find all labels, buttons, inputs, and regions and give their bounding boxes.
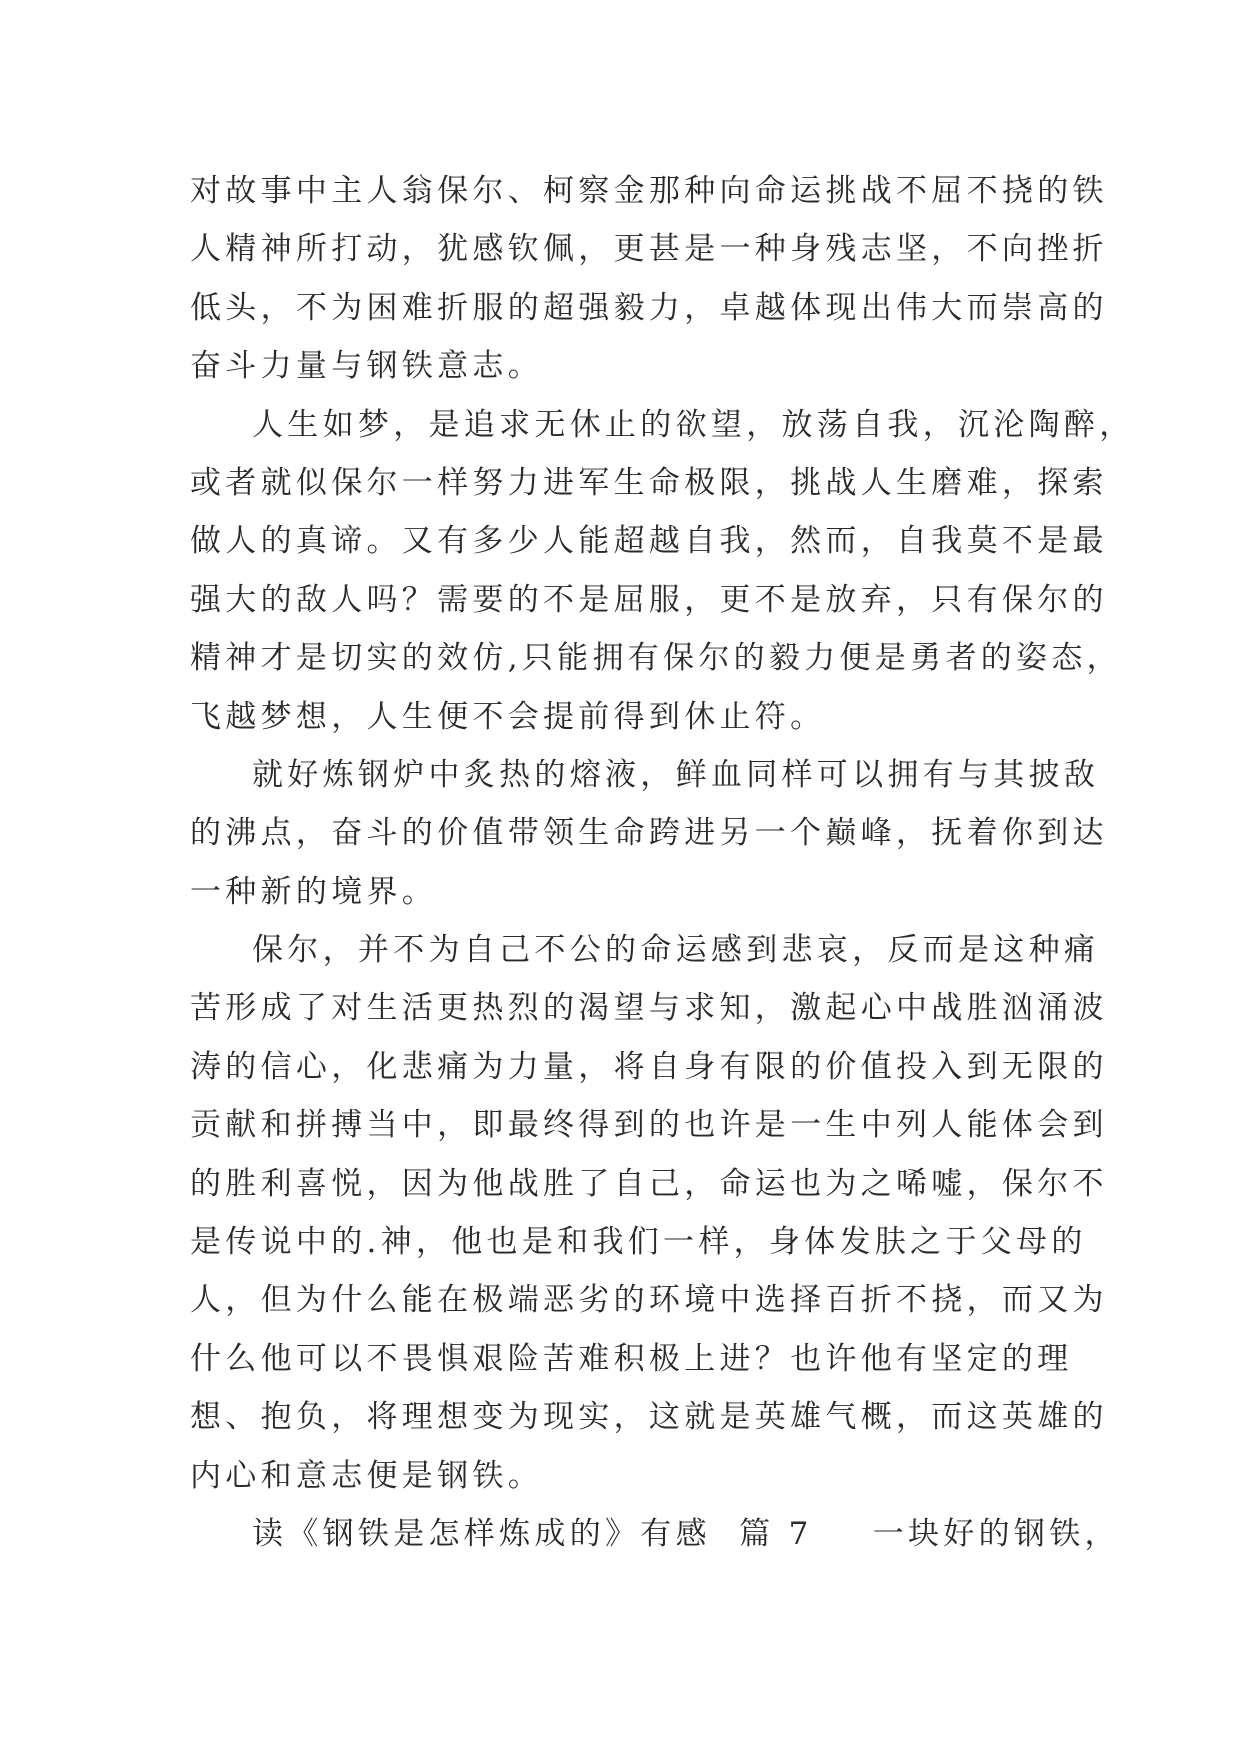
text-line: 人，但为什么能在极端恶劣的环境中选择百折不挠，而又为: [190, 1282, 1108, 1319]
text-line: 贡献和拼搏当中，即最终得到的也许是一生中列人能体会到: [190, 1107, 1108, 1144]
section-chapter: 篇 7: [739, 1515, 813, 1552]
text-line: 涛的信心，化悲痛为力量，将自身有限的价值投入到无限的: [190, 1048, 1108, 1085]
text-line: 苦形成了对生活更热烈的渴望与求知，激起心中战胜汹涌波: [190, 990, 1108, 1027]
text-line: 飞越梦想，人生便不会提前得到休止符。: [190, 698, 826, 735]
text-line: 的沸点，奋斗的价值带领生命跨进另一个巅峰，抚着你到达: [190, 815, 1108, 852]
text-line: 对故事中主人翁保尔、柯察金那种向命运挑战不屈不挠的铁: [190, 173, 1108, 209]
document-body: [190, 162, 1135, 1563]
text-line: 低头，不为困难折服的超强毅力，卓越体现出伟大而崇高的: [190, 289, 1108, 326]
paragraph-first-line: 保尔，并不为自己不公的命运感到悲哀，反而是这种痛: [252, 932, 1100, 969]
text-line: 做人的真谛。又有多少人能超越自我，然而，自我莫不是最: [190, 523, 1108, 560]
text-line: 的胜利喜悦，因为他战胜了自己，命运也为之唏嘘，保尔不: [190, 1165, 1108, 1202]
text-line: 是传说中的.神，他也是和我们一样，身体发肤之于父母的: [190, 1224, 1087, 1261]
text-line: 想、抱负，将理想变为现实，这就是英雄气概，而这英雄的: [190, 1399, 1108, 1436]
section-title: 读《钢铁是怎样炼成的》有感: [252, 1515, 711, 1552]
paragraph-first-line: 人生如梦，是追求无休止的欲望，放荡自我，沉沦陶醉，: [252, 406, 1135, 443]
paragraph-first-line: 就好炼钢炉中炙热的熔液，鲜血同样可以拥有与其披敌: [252, 756, 1100, 793]
text-line: 内心和意志便是钢铁。: [190, 1457, 543, 1494]
text-line: 强大的敌人吗？需要的不是屈服，更不是放弃，只有保尔的: [190, 581, 1108, 618]
section-continuation: 一块好的钢铁，: [872, 1515, 1120, 1552]
text-line: 一种新的境界。: [190, 873, 438, 910]
text-line: 精神才是切实的效仿,只能拥有保尔的毅力便是勇者的姿态，: [190, 640, 1122, 677]
section-heading-line: [190, 1505, 1120, 1563]
text-line: 什么他可以不畏惧艰险苦难积极上进？也许他有坚定的理: [190, 1340, 1073, 1377]
text-line: 或者就似保尔一样努力进军生命极限，挑战人生磨难，探索: [190, 464, 1108, 501]
text-line: 人精神所打动，犹感钦佩，更甚是一种身残志坚，不向挫折: [190, 231, 1108, 268]
text-line: 奋斗力量与钢铁意志。: [190, 348, 543, 385]
